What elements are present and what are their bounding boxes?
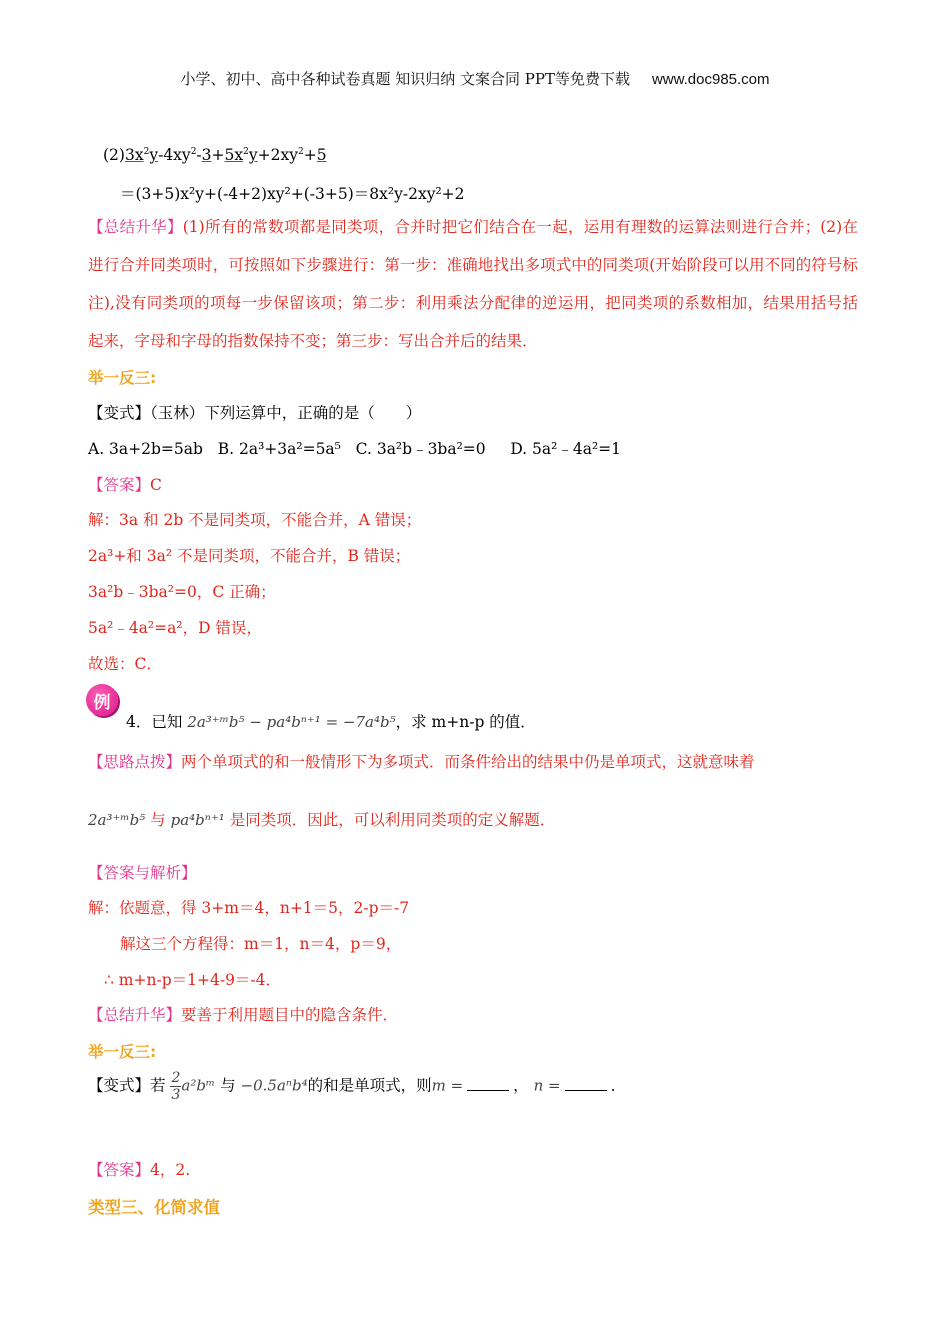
m-label: m = (431, 1076, 464, 1095)
practice1-solution-2: 2a³+和 3a² 不是同类项，不能合并，B 错误； (88, 547, 411, 565)
practice2-text: 的和是单项式，则 (307, 1076, 432, 1095)
solution2-line2: ＝(3+5)x²y+(-4+2)xy²+(-3+5)＝8x²y-2xy²+2 (120, 185, 465, 203)
term2: −0.5aⁿb⁴ (240, 1076, 308, 1095)
hint-tag: 【思路点拨】 (88, 753, 182, 771)
hint-mid: 与 (150, 811, 166, 829)
summary1-text: (1)所有的常数项都是同类项，合并时把它们结合在一起，运用有理数的运算法则进行合并；(2)在进行合并同类项时，可按照如下步骤进行：第一步：准确地找出多项式中的同类项(开始阶段可以用不同的符号标注),没有同类项的项每一步保留该项；第二步：利用乘法分配律的逆运用，把同类项的系数相加，结果用括号括起来，字母和字母的指数保持不变；第三步：写出合并后的结果． (88, 218, 858, 350)
option-c: C. 3a²b﹣3ba²=0 (355, 440, 486, 458)
term-2xy: +2xy (257, 146, 299, 164)
frac-top: 2 (171, 1070, 181, 1086)
option-b: B. 2a³+3a²=5a⁵ (217, 440, 341, 458)
practice1-solution-3: 3a²b﹣3ba²=0，C 正确； (88, 583, 276, 601)
end: ． (610, 1076, 627, 1095)
analysis-tag: 【答案与解析】 (88, 864, 197, 882)
hint-expr1: 2a³⁺ᵐb⁵ (88, 811, 146, 829)
answer-value: C (150, 476, 162, 494)
practice2-answer (88, 1158, 190, 1180)
practice1-answer (88, 473, 162, 495)
op: + (211, 146, 225, 164)
example4-hint-line2 (88, 808, 555, 830)
exp: 2 (190, 147, 197, 157)
example4-question (126, 710, 536, 732)
n-label: n = (533, 1076, 561, 1095)
option-d: D. 5a²﹣4a²=1 (510, 440, 622, 458)
summary2-text: 要善于利用题目中的隐含条件． (181, 1006, 399, 1024)
summary1 (88, 208, 858, 360)
m-blank[interactable] (467, 1090, 509, 1091)
solution2-prefix: (2) (103, 146, 125, 164)
answer2-tag: 【答案】 (88, 1161, 151, 1179)
op: + (303, 146, 317, 164)
practice2-heading: 举一反三: (88, 1043, 157, 1061)
example4-number: 4．已知 (126, 713, 183, 731)
term-5x2y-b: y (248, 146, 258, 164)
hint-text: 两个单项式的和一般情形下为多项式．而条件给出的结果中仍是单项式，这就意味着 (181, 753, 755, 771)
n-blank[interactable] (565, 1090, 607, 1091)
example4-step-3: ∴ m+n-p＝1+4-9＝-4． (104, 971, 282, 989)
practice1-solution-1: 解：3a 和 2b 不是同类项，不能合并，A 错误； (88, 511, 422, 529)
exp: 2 (143, 147, 150, 157)
practice1-solution-5: 故选：C． (88, 655, 162, 673)
example4-hint (88, 750, 755, 772)
term-5x2y-a: 5x (224, 146, 244, 164)
section-title: 类型三、化简求值 (88, 1198, 220, 1217)
sep: ， (513, 1076, 529, 1095)
exp: 2 (298, 147, 304, 157)
term-4xy: -4xy (158, 146, 191, 164)
term-5: 5 (316, 146, 327, 164)
example-badge-icon: 例 (86, 684, 118, 716)
example4-expr: 2a³⁺ᵐb⁵ − pa⁴bⁿ⁺¹ = −7a⁴b⁵ (187, 713, 396, 731)
hint-end: 是同类项．因此，可以利用同类项的定义解题． (229, 811, 556, 829)
term-3: 3 (201, 146, 212, 164)
answer2-value: 4，2. (150, 1161, 191, 1179)
practice1-solution-4: 5a²﹣4a²=a²，D 错误， (88, 619, 262, 637)
hint-expr2: pa⁴bⁿ⁺¹ (170, 811, 225, 829)
answer-tag: 【答案】 (88, 476, 151, 494)
option-a: A. 3a+2b=5ab (88, 440, 203, 458)
solution2-line1 (103, 146, 327, 164)
practice1-question: 【变式】（玉林）下列运算中，正确的是（ ） (88, 404, 422, 422)
example4-ask: ，求 m+n-p 的值． (395, 713, 536, 731)
example4-step-1: 解：依题意，得 3+m＝4，n+1＝5，2-p＝-7 (88, 899, 410, 917)
term1: a²bᵐ (181, 1076, 216, 1095)
summary1-tag: 【总结升华】 (88, 218, 183, 236)
term-3x2y-b: y (149, 146, 159, 164)
fraction (170, 1070, 181, 1103)
practice1-options (88, 437, 621, 459)
op: - (196, 146, 202, 164)
practice2-prefix: 【变式】若 (88, 1076, 166, 1095)
practice1-heading: 举一反三: (88, 369, 157, 387)
practice2-mid: 与 (220, 1076, 236, 1095)
frac-bottom: 3 (171, 1087, 181, 1103)
header-site: www.doc985.com (651, 71, 770, 88)
example4-summary (88, 1003, 398, 1025)
page-header (0, 68, 950, 89)
summary2-tag: 【总结升华】 (88, 1006, 182, 1024)
header-text: 小学、初中、高中各种试卷真题 知识归纳 文案合同 PPT等免费下载 (180, 70, 630, 88)
practice2-question (88, 1070, 626, 1103)
term-3x2y-a: 3x (124, 146, 144, 164)
exp: 2 (243, 147, 249, 157)
example4-step-2: 解这三个方程得：m＝1，n＝4，p＝9， (120, 935, 402, 953)
